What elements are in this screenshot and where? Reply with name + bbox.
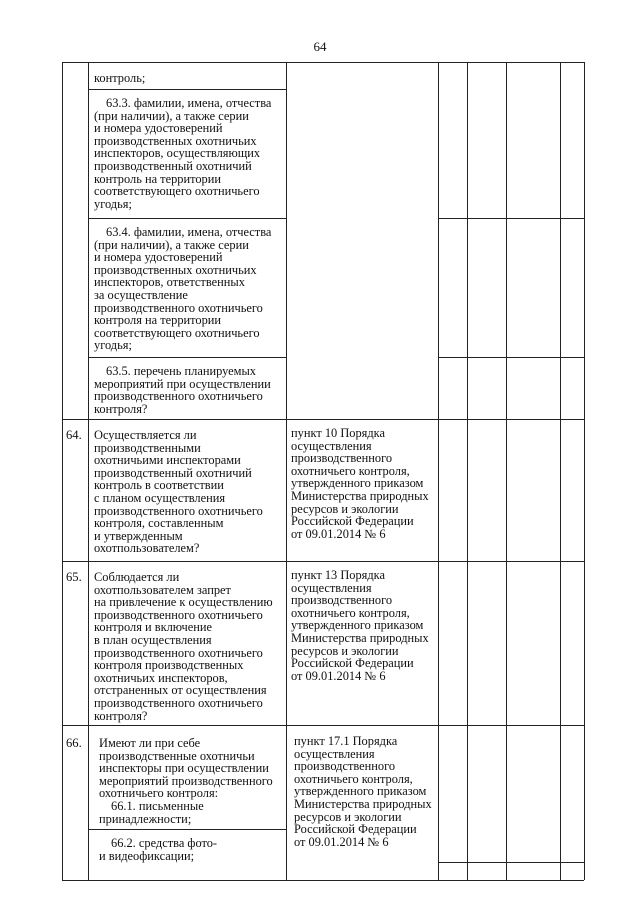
row-number: 65. bbox=[66, 570, 82, 584]
column-divider bbox=[62, 62, 63, 880]
question-text: Соблюдается ли охотпользователем запрет на привлечение к осуществлению производственного охотничьего контроля и включение в план осуществления производственного охотничьего контроля производственных охотничьих инспекторов, отстраненных от осуществления производственного охотничьего контроля? bbox=[94, 570, 273, 723]
row-divider bbox=[438, 862, 584, 863]
column-divider bbox=[506, 62, 507, 880]
page-number: 64 bbox=[313, 39, 327, 54]
legal-basis-text: пункт 17.1 Порядка осуществления производственного охотничьего контроля, утвержденного приказом Министерства природных ресурсов и экологии Российской Федерации от 09.01.2014 № 6 bbox=[294, 734, 432, 849]
question-text: 66.2. средства фото- и видеофиксации; bbox=[99, 836, 218, 863]
column-divider bbox=[467, 62, 468, 880]
row-divider bbox=[88, 357, 286, 358]
column-divider bbox=[88, 62, 89, 880]
column-divider bbox=[584, 62, 585, 880]
question-text: 63.5. перечень планируемых мероприятий при осуществлении производственного охотничьего контроля? bbox=[94, 364, 271, 416]
row-divider bbox=[88, 89, 286, 90]
row-divider bbox=[438, 218, 584, 219]
question-text: 63.3. фамилии, имена, отчества (при наличии), а также серии и номера удостоверений производственных охотничьих инспекторов, осуществляющих производственный охотничий контроль на территории соответствующего охотничьего угодья; bbox=[94, 96, 272, 211]
question-text: Осуществляется ли производственными охотничьими инспекторами производственный охотничий контроль в соответствии с планом осуществления производственного охотничьего контроля, составленным и утвержденным охотпользователем? bbox=[94, 428, 263, 556]
question-text: 63.4. фамилии, имена, отчества (при наличии), а также серии и номера удостоверений производственных охотничьих инспекторов, ответственных за осуществление производственного охотничьего контроля на территории соответствующего охотничьего угодья; bbox=[94, 225, 272, 353]
legal-basis-text: пункт 10 Порядка осуществления производственного охотничьего контроля, утвержденного приказом Министерства природных ресурсов и экологии Российской Федерации от 09.01.2014 № 6 bbox=[291, 426, 429, 541]
row-number: 66. bbox=[66, 736, 82, 750]
table-bottom-border bbox=[62, 880, 584, 881]
row-number: 64. bbox=[66, 428, 82, 442]
question-text: Имеют ли при себе производственные охотничьи инспекторы при осуществлении мероприятий производственного охотничьего контроля: 66.1. письменные принадлежности; bbox=[99, 736, 273, 826]
column-divider bbox=[286, 62, 287, 880]
row-divider bbox=[438, 357, 584, 358]
legal-basis-text: пункт 13 Порядка осуществления производственного охотничьего контроля, утвержденного приказом Министерства природных ресурсов и экологии Российской Федерации от 09.01.2014 № 6 bbox=[291, 568, 429, 683]
column-divider bbox=[560, 62, 561, 880]
row-divider bbox=[88, 218, 286, 219]
question-text: контроль; bbox=[94, 71, 146, 85]
row-divider bbox=[88, 829, 286, 830]
